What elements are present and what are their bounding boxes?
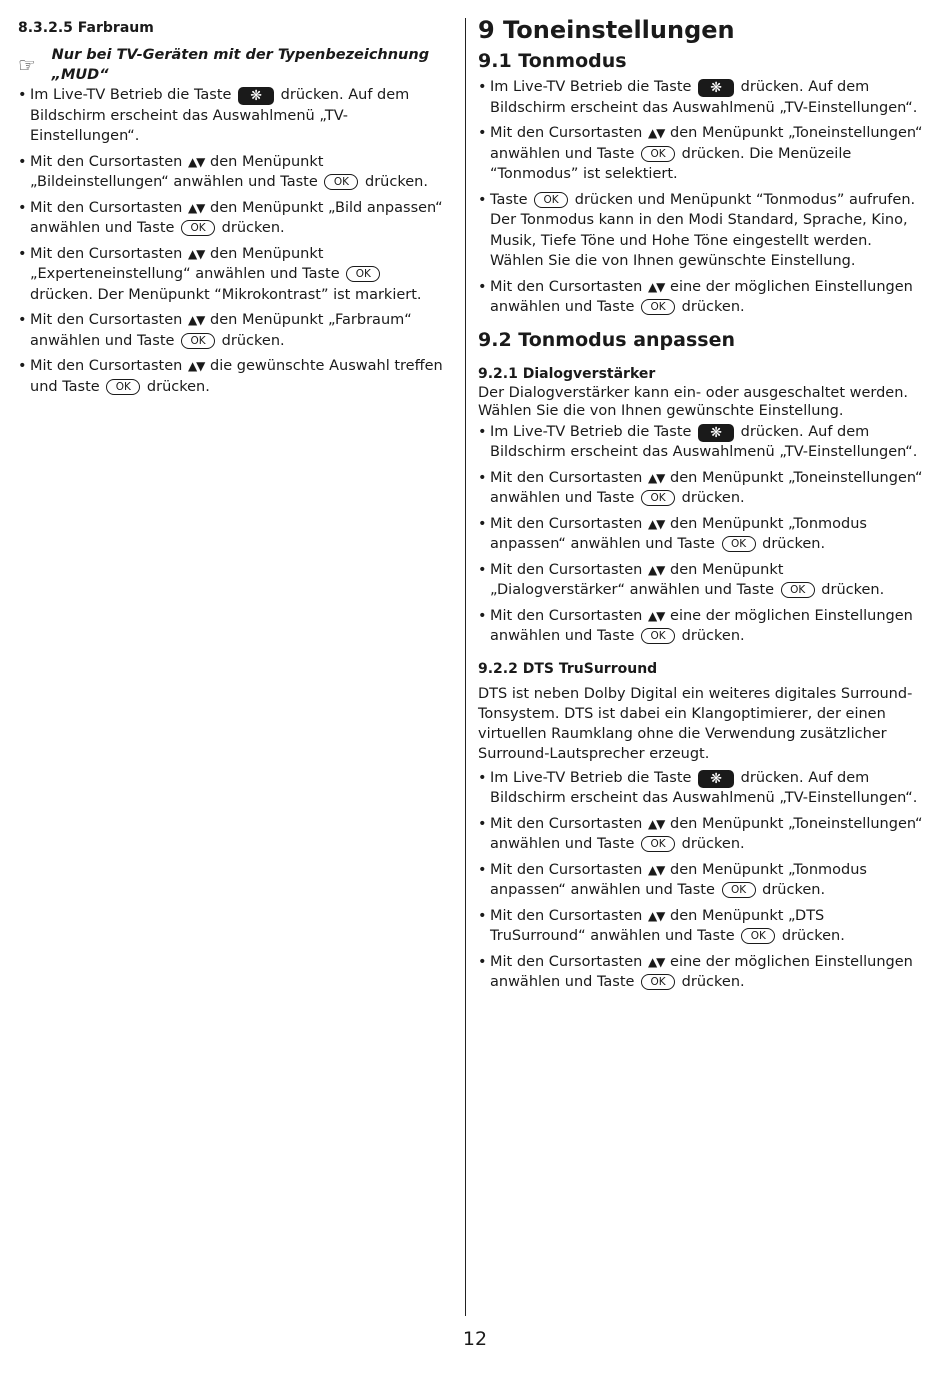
list-item bbox=[478, 906, 923, 947]
list-item bbox=[18, 244, 448, 306]
step-text: die gewünschte Auswahl treffen und Taste bbox=[30, 358, 443, 395]
subsection-title-dts: 9.2.2 DTS TruSurround bbox=[478, 660, 658, 677]
step-text: den Menüpunkt „Tonmodus anpassen“ anwählen und Taste bbox=[490, 861, 867, 898]
list-item bbox=[478, 606, 923, 647]
step-text: drücken. bbox=[677, 836, 745, 852]
model-note bbox=[18, 45, 448, 85]
cursor-up-down-icon: ▲▼ bbox=[647, 279, 665, 294]
step-text: drücken. bbox=[677, 299, 745, 315]
pointing-hand-icon: ☞ bbox=[18, 53, 36, 77]
step-text: den Menüpunkt „Experteneinstellung“ anwählen und Taste bbox=[30, 245, 345, 282]
cursor-up-down-icon: ▲▼ bbox=[647, 516, 665, 531]
cursor-up-down-icon: ▲▼ bbox=[647, 126, 665, 140]
step-text: drücken. Auf dem Bildschirm erscheint das Auswahlmenü „TV-Einstellungen“. bbox=[490, 769, 918, 806]
step-text: den Menüpunkt „Tonmodus anpassen“ anwählen und Taste bbox=[490, 515, 867, 552]
ok-key-icon: OK bbox=[106, 379, 140, 395]
cursor-up-down-icon: ▲▼ bbox=[647, 862, 665, 877]
step-text: Mit den Cursortasten bbox=[30, 153, 187, 170]
step-text: Mit den Cursortasten bbox=[490, 561, 647, 578]
dialogverstaerker-intro: Der Dialogverstärker kann ein- oder ausgeschaltet werden. Wählen Sie die von Ihnen gewünschte Einstellung. bbox=[478, 384, 909, 419]
list-item bbox=[478, 190, 923, 272]
page-number: 12 bbox=[462, 1328, 488, 1350]
tonmodus-steps bbox=[478, 77, 923, 318]
ok-key-icon: OK bbox=[722, 882, 756, 898]
step-text: drücken. Auf dem Bildschirm erscheint das Auswahlmenü „TV-Einstellungen“. bbox=[490, 423, 918, 460]
list-item bbox=[18, 198, 448, 239]
dts-intro: DTS ist neben Dolby Digital ein weiteres digitales Surround-Tonsystem. DTS ist dabei ein Klangoptimierer, der einen virtuellen Raumklang ohne die Verwendung zusätzlicher Surround-Lautsprecher erzeugt. bbox=[478, 685, 913, 762]
step-text: drücken. bbox=[677, 490, 745, 506]
list-item bbox=[478, 277, 923, 318]
step-text: drücken. bbox=[677, 628, 745, 644]
step-text: drücken. Die Menüzeile “Tonmodus” ist selektiert. bbox=[490, 145, 852, 182]
list-item bbox=[18, 85, 448, 147]
list-item bbox=[478, 468, 923, 509]
step-text: Mit den Cursortasten bbox=[30, 245, 187, 262]
ok-key-icon: OK bbox=[641, 836, 675, 852]
ok-key-icon: OK bbox=[181, 220, 215, 236]
star-key-icon: ❋ bbox=[698, 770, 734, 788]
ok-key-icon: OK bbox=[534, 192, 568, 208]
step-text: Mit den Cursortasten bbox=[490, 953, 647, 970]
step-text: den Menüpunkt „Bildeinstellungen“ anwählen und Taste bbox=[30, 153, 324, 190]
farbraum-steps bbox=[18, 85, 448, 397]
step-text: Mit den Cursortasten bbox=[490, 515, 647, 532]
step-text: Taste bbox=[490, 191, 533, 208]
step-text: drücken und Menüpunkt “Tonmodus” aufrufen. Der Tonmodus kann in den Modi Standard, Sprache, Kino, Musik, Tiefe Töne und Hohe Töne eingestellt werden. Wählen Sie die von Ihnen gewünschte Einstellung. bbox=[490, 191, 916, 269]
column-divider bbox=[465, 18, 466, 1316]
ok-key-icon: OK bbox=[641, 146, 675, 162]
step-text: eine der möglichen Einstellungen anwählen und Taste bbox=[490, 278, 913, 315]
cursor-up-down-icon: ▲▼ bbox=[187, 154, 205, 169]
model-note-text: Nur bei TV-Geräten mit der Typenbezeichnung „MUD“ bbox=[51, 47, 430, 83]
step-text: drücken. bbox=[360, 174, 428, 190]
list-item bbox=[478, 77, 923, 118]
star-key-icon: ❋ bbox=[698, 79, 734, 97]
step-text: den Menüpunkt „Dialogverstärker“ anwählen und Taste bbox=[490, 561, 784, 598]
list-item bbox=[478, 123, 923, 185]
step-text: den Menüpunkt „Farbraum“ anwählen und Taste bbox=[30, 312, 412, 349]
cursor-up-down-icon: ▲▼ bbox=[647, 816, 665, 831]
cursor-up-down-icon: ▲▼ bbox=[187, 359, 205, 373]
step-text: drücken. bbox=[757, 882, 826, 898]
step-text: drücken. bbox=[816, 582, 885, 598]
step-text: Mit den Cursortasten bbox=[30, 358, 187, 374]
step-text: den Menüpunkt „Bild anpassen“ anwählen und Taste bbox=[30, 199, 443, 236]
step-text: eine der möglichen Einstellungen anwählen und Taste bbox=[490, 607, 913, 644]
step-text: Im Live-TV Betrieb die Taste bbox=[490, 79, 697, 95]
step-text: drücken. bbox=[217, 332, 285, 349]
step-text: den Menüpunkt „DTS TruSurround“ anwählen und Taste bbox=[490, 907, 825, 944]
step-text: Im Live-TV Betrieb die Taste bbox=[490, 769, 697, 786]
step-text: Mit den Cursortasten bbox=[490, 815, 647, 832]
cursor-up-down-icon: ▲▼ bbox=[647, 608, 665, 623]
cursor-up-down-icon: ▲▼ bbox=[647, 954, 665, 969]
step-text: Mit den Cursortasten bbox=[490, 469, 647, 486]
step-text: drücken. bbox=[677, 974, 745, 990]
section-heading-farbraum: 8.3.2.5 Farbraum bbox=[18, 20, 154, 36]
ok-key-icon: OK bbox=[324, 174, 358, 190]
step-text: drücken. Auf dem Bildschirm erscheint das Auswahlmenü „TV-Einstellungen“. bbox=[490, 79, 918, 116]
step-text: drücken. bbox=[777, 928, 845, 944]
chapter-title: 9 Toneinstellungen bbox=[478, 16, 735, 44]
step-text: den Menüpunkt „Toneinstellungen“ anwählen und Taste bbox=[490, 815, 923, 852]
section-title-tonmodus-anpassen: 9.2 Tonmodus anpassen bbox=[478, 328, 735, 351]
step-text: den Menüpunkt „Toneinstellungen“ anwählen und Taste bbox=[490, 469, 923, 506]
step-text: Mit den Cursortasten bbox=[490, 861, 647, 878]
dialogverstaerker-steps bbox=[478, 422, 923, 647]
ok-key-icon: OK bbox=[722, 536, 756, 552]
list-item bbox=[18, 152, 448, 193]
step-text: Mit den Cursortasten bbox=[490, 907, 647, 924]
subsection-title-dialogverstaerker: 9.2.1 Dialogverstärker bbox=[478, 365, 656, 382]
cursor-up-down-icon: ▲▼ bbox=[647, 562, 665, 577]
list-item bbox=[478, 768, 923, 809]
star-key-icon: ❋ bbox=[698, 424, 734, 442]
ok-key-icon: OK bbox=[346, 266, 380, 282]
list-item bbox=[478, 514, 923, 555]
step-text: drücken. bbox=[757, 536, 826, 552]
dts-steps bbox=[478, 768, 923, 993]
list-item bbox=[478, 422, 923, 463]
cursor-up-down-icon: ▲▼ bbox=[187, 200, 205, 215]
ok-key-icon: OK bbox=[641, 628, 675, 644]
list-item bbox=[478, 814, 923, 855]
list-item bbox=[478, 952, 923, 993]
ok-key-icon: OK bbox=[181, 333, 215, 349]
cursor-up-down-icon: ▲▼ bbox=[187, 246, 205, 261]
step-text: Mit den Cursortasten bbox=[490, 278, 647, 295]
step-text: Mit den Cursortasten bbox=[30, 312, 187, 328]
step-text: Mit den Cursortasten bbox=[490, 125, 647, 141]
ok-key-icon: OK bbox=[641, 299, 675, 315]
right-column bbox=[478, 0, 923, 998]
step-text: eine der möglichen Einstellungen anwählen und Taste bbox=[490, 953, 913, 990]
cursor-up-down-icon: ▲▼ bbox=[647, 908, 665, 923]
ok-key-icon: OK bbox=[781, 582, 815, 598]
step-text: drücken. bbox=[217, 220, 285, 236]
ok-key-icon: OK bbox=[741, 928, 775, 944]
cursor-up-down-icon: ▲▼ bbox=[187, 313, 205, 327]
step-text: drücken. bbox=[142, 378, 210, 395]
ok-key-icon: OK bbox=[641, 974, 675, 990]
cursor-up-down-icon: ▲▼ bbox=[647, 470, 665, 485]
star-key-icon: ❋ bbox=[238, 87, 274, 105]
step-text: Mit den Cursortasten bbox=[30, 199, 187, 216]
section-title-tonmodus: 9.1 Tonmodus bbox=[478, 50, 627, 72]
step-text: drücken. Auf dem Bildschirm erscheint das Auswahlmenü „TV-Einstellungen“. bbox=[30, 87, 410, 144]
left-column bbox=[18, 0, 448, 402]
ok-key-icon: OK bbox=[641, 490, 675, 506]
step-text: drücken. Der Menüpunkt “Mikrokontrast” ist markiert. bbox=[30, 286, 422, 303]
list-item bbox=[478, 560, 923, 601]
step-text: den Menüpunkt „Toneinstellungen“ anwählen und Taste bbox=[490, 125, 923, 162]
step-text: Im Live-TV Betrieb die Taste bbox=[30, 87, 237, 103]
step-text: Mit den Cursortasten bbox=[490, 607, 647, 624]
list-item bbox=[18, 310, 448, 351]
list-item bbox=[478, 860, 923, 901]
step-text: Im Live-TV Betrieb die Taste bbox=[490, 423, 697, 440]
list-item bbox=[18, 356, 448, 397]
